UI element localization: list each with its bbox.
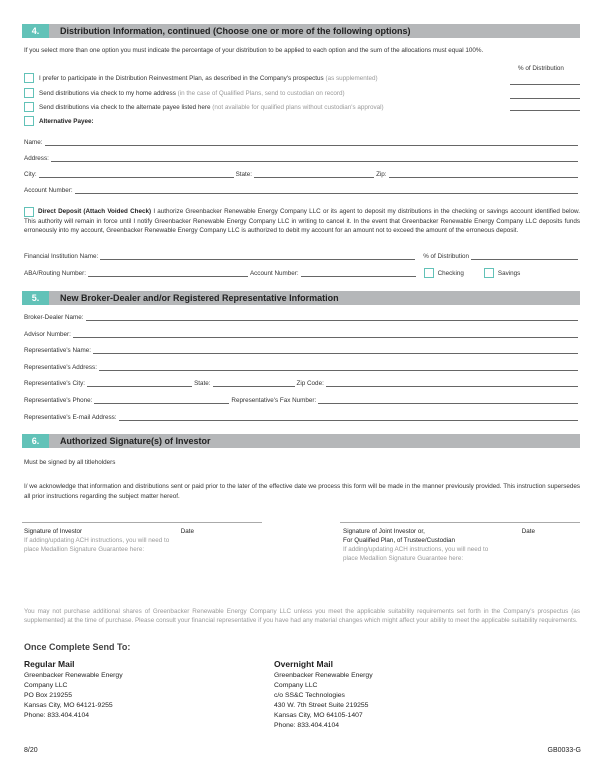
- address-field[interactable]: [24, 155, 580, 162]
- address-line: Phone: 833.404.4104: [274, 722, 340, 729]
- address-line: Greenbacker Renewable Energy: [274, 672, 373, 679]
- intro-text: If you select more than one option you must indicate the percentage of your distribution to be applied to each option and the sum of the allocations must equal 100%.: [24, 47, 484, 54]
- address-line: PO Box 219255: [24, 692, 72, 699]
- input-line[interactable]: [45, 139, 578, 146]
- alt-payee-label: Alternative Payee:: [39, 117, 94, 125]
- option-alt-payee[interactable]: [24, 116, 94, 126]
- option-note: (as supplemented): [325, 74, 378, 82]
- address-line: Phone: 833.404.4104: [24, 712, 90, 719]
- text: I authorize Greenbacker Renewable Energy Company LLC or its agent to deposit my distributions in the checking or savings account identified below. This authority will remain in force until I notify Greenbacker Renewable Energy Company LLC in writing to cancel it. In the event that Greenbacker Renewable Energy Company LLC deposits funds erroneously into my account, Greenbacker Renewable Energy Company LLC is authorized to debit my account for an amount not to exceed the amount of the erroneous deposit.: [24, 208, 580, 234]
- page-number: 8/20: [24, 747, 38, 754]
- label: Savings: [497, 269, 521, 277]
- input-line[interactable]: [93, 347, 578, 354]
- joint-signature-line[interactable]: [340, 522, 580, 523]
- advisor-number-field[interactable]: [24, 331, 580, 338]
- pct-field-3[interactable]: [510, 110, 580, 111]
- input-line[interactable]: [213, 380, 295, 387]
- rep-email-field[interactable]: [24, 414, 580, 421]
- address-line: Company LLC: [24, 682, 68, 689]
- section-number: 6.: [22, 434, 49, 448]
- rep-name-field[interactable]: [24, 347, 580, 354]
- label: Checking: [437, 269, 464, 277]
- date-label: Date: [521, 528, 535, 535]
- address-line: Kansas City, MO 64105-1407: [274, 712, 363, 719]
- section-6-header: [22, 434, 580, 448]
- label: Advisor Number:: [24, 331, 71, 338]
- direct-deposit-title: Direct Deposit (Attach Voided Check): [38, 208, 152, 215]
- section-number: 5.: [22, 291, 49, 305]
- address-line: c/o SS&C Technologies: [274, 692, 345, 699]
- address-line: Kansas City, MO 64121-9255: [24, 702, 113, 709]
- rep-phone-fax-row[interactable]: [24, 397, 580, 404]
- direct-deposit-checkbox[interactable]: [24, 207, 34, 217]
- label: Broker-Dealer Name:: [24, 314, 84, 321]
- medallion-text: place Medallion Signature Guarantee here:: [343, 555, 464, 562]
- disclaimer: You may not purchase additional shares of Greenbacker Renewable Energy Company LLC unless you meet the applicable suitability requirements set forth in the Company's prospectus (as supplemented) at the time of purchase. Please consult your financial representative if you have had any material changes which might affect your ability to meet the applicable suitability requirements.: [24, 608, 580, 624]
- medallion-text: place Medallion Signature Guarantee here:: [24, 546, 145, 553]
- option-check-home[interactable]: [24, 88, 345, 98]
- routing-account-row[interactable]: [24, 268, 580, 278]
- checkbox[interactable]: [24, 73, 34, 83]
- checkbox[interactable]: [24, 116, 34, 126]
- label: Zip Code:: [296, 380, 324, 387]
- label: Representative's Address:: [24, 364, 97, 371]
- label: ABA/Routing Number:: [24, 269, 86, 277]
- date-label: Date: [180, 528, 194, 535]
- label: Representative's E-mail Address:: [24, 414, 117, 421]
- label: % of Distribution: [423, 253, 470, 260]
- input-line[interactable]: [39, 171, 234, 178]
- option-note: (in the case of Qualified Plans, send to custodian on record): [177, 89, 345, 97]
- input-line[interactable]: [100, 253, 415, 260]
- direct-deposit-text: [24, 207, 580, 236]
- medallion-text: If adding/updating ACH instructions, you will need to: [343, 546, 489, 553]
- label: For Qualified Plan, of Trustee/Custodian: [343, 537, 456, 544]
- pct-field-2[interactable]: [510, 98, 580, 99]
- send-to-heading: Once Complete Send To:: [24, 642, 131, 652]
- rep-address-field[interactable]: [24, 364, 580, 371]
- joint-signature-block: [343, 527, 573, 563]
- section-number: 4.: [22, 24, 49, 38]
- option-label: Send distributions via check to the alternate payee listed here: [39, 103, 211, 111]
- overnight-mail-address: [274, 659, 373, 731]
- label: Account Number:: [249, 269, 299, 277]
- input-line[interactable]: [86, 314, 579, 321]
- name-field[interactable]: [24, 139, 580, 146]
- form-code: GB0033-G: [547, 747, 581, 754]
- address-title: Regular Mail: [24, 659, 75, 669]
- input-line[interactable]: [87, 380, 192, 387]
- option-label: I prefer to participate in the Distribution Reinvestment Plan, as described in the Company's prospectus: [39, 74, 324, 82]
- input-line[interactable]: [254, 171, 374, 178]
- must-sign-text: Must be signed by all titleholders: [24, 459, 116, 466]
- checkbox[interactable]: [24, 102, 34, 112]
- account-number-field[interactable]: [24, 187, 580, 194]
- input-line[interactable]: [99, 364, 578, 371]
- input-line[interactable]: [318, 397, 578, 404]
- address-line: 430 W. 7th Street Suite 219255: [274, 702, 369, 709]
- broker-dealer-name-field[interactable]: [24, 314, 580, 321]
- input-line[interactable]: [301, 270, 416, 277]
- label: Account Number:: [24, 187, 73, 194]
- input-line[interactable]: [389, 171, 578, 178]
- pct-header: % of Distribution: [518, 65, 564, 72]
- section-title: Authorized Signature(s) of Investor: [60, 436, 211, 446]
- section-title: Distribution Information, continued (Choose one or more of the following options): [60, 26, 411, 36]
- option-note: (not available for qualified plans without custodian's approval): [212, 103, 384, 111]
- section-4-header: [22, 24, 580, 38]
- label: Representative's City:: [24, 380, 86, 387]
- input-line[interactable]: [471, 253, 578, 260]
- label: State:: [235, 171, 253, 178]
- label: Signature of Joint Investor or,: [343, 528, 425, 535]
- financial-institution-field[interactable]: [24, 253, 580, 260]
- label: Representative's Phone:: [24, 397, 93, 404]
- label: Name:: [24, 139, 43, 146]
- label: Financial Institution Name:: [24, 253, 99, 260]
- investor-signature-line[interactable]: [22, 522, 262, 523]
- investor-signature-block: [24, 527, 224, 554]
- label: Zip:: [376, 171, 387, 178]
- label: Representative's Fax Number:: [231, 397, 317, 404]
- input-line[interactable]: [75, 187, 578, 194]
- rep-city-row[interactable]: [24, 380, 580, 387]
- label: State:: [194, 380, 211, 387]
- pct-field-1[interactable]: [510, 84, 580, 85]
- section-title: New Broker-Dealer and/or Registered Representative Information: [60, 293, 339, 303]
- label: Address:: [24, 155, 49, 162]
- acknowledgment-text: I/ we acknowledge that information and distributions sent or paid prior to the later of the effective date we process this form will be made in the manner previously provided. This instruction supersedes all prior instructions regarding the subject matter hereof.: [24, 483, 580, 500]
- regular-mail-address: [24, 659, 123, 721]
- input-line[interactable]: [73, 331, 578, 338]
- input-line[interactable]: [94, 397, 229, 404]
- address-title: Overnight Mail: [274, 659, 334, 669]
- option-check-alternate[interactable]: [24, 102, 384, 112]
- address-line: Greenbacker Renewable Energy: [24, 672, 123, 679]
- checkbox[interactable]: [24, 88, 34, 98]
- address-line: Company LLC: [274, 682, 318, 689]
- input-line[interactable]: [119, 414, 578, 421]
- label: Representative's Name:: [24, 347, 91, 354]
- option-label: Send distributions via check to my home address: [39, 89, 176, 97]
- checking-checkbox[interactable]: [424, 268, 434, 278]
- option-drip[interactable]: [24, 73, 378, 83]
- input-line[interactable]: [88, 270, 248, 277]
- label: City:: [24, 171, 37, 178]
- section-5-header: [22, 291, 580, 305]
- savings-checkbox[interactable]: [484, 268, 494, 278]
- input-line[interactable]: [51, 155, 578, 162]
- medallion-text: If adding/updating ACH instructions, you will need to: [24, 537, 170, 544]
- city-state-zip-row[interactable]: [24, 171, 580, 178]
- label: Signature of Investor: [24, 528, 83, 535]
- input-line[interactable]: [326, 380, 578, 387]
